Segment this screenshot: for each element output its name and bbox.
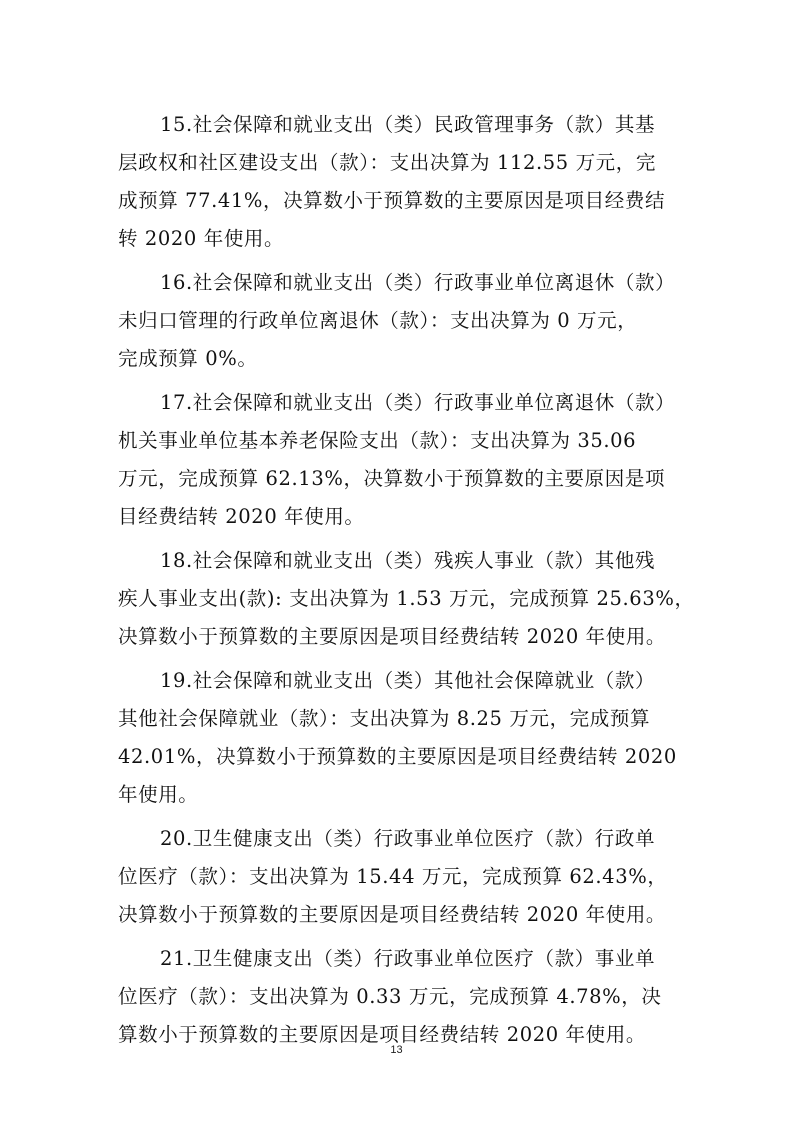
text-line: 机关事业单位基本养老保险支出（款）：支出决算为 35.06	[118, 429, 637, 452]
text-line: 决算数小于预算数的主要原因是项目经费结转 2020 年使用。	[118, 625, 667, 648]
text-line: 决算数小于预算数的主要原因是项目经费结转 2020 年使用。	[118, 903, 667, 926]
paragraph-18	[118, 542, 695, 656]
text-line: 其他社会保障就业（款）：支出决算为 8.25 万元，完成预算	[118, 707, 651, 730]
paragraph-17	[118, 384, 674, 536]
text-line: 16.社会保障和就业支出（类）行政事业单位离退休（款）	[160, 271, 676, 294]
text-line: 层政权和社区建设支出（款）：支出决算为 112.55 万元，完	[118, 151, 656, 174]
text-line: 20.卫生健康支出（类）行政事业单位医疗（款）行政单	[160, 827, 656, 850]
paragraph-21	[118, 940, 674, 1054]
text-line: 未归口管理的行政单位离退休（款）：支出决算为 0 万元，	[118, 309, 638, 332]
text-line: 算数小于预算数的主要原因是项目经费结转 2020 年使用。	[118, 1023, 646, 1046]
text-line: 疾人事业支出(款): 支出决算为 1.53 万元，完成预算 25.63%，	[118, 587, 695, 610]
body-text	[118, 106, 695, 1060]
text-line: 转 2020 年使用。	[118, 227, 285, 250]
paragraph-20	[118, 820, 674, 934]
text-line: 完成预算 0%。	[118, 347, 258, 370]
paragraph-16	[118, 264, 674, 378]
text-line: 成预算 77.41%，决算数小于预算数的主要原因是项目经费结	[118, 189, 666, 212]
text-line: 19.社会保障和就业支出（类）其他社会保障就业（款）	[160, 669, 656, 692]
paragraph-15	[118, 106, 674, 258]
text-line: 17.社会保障和就业支出（类）行政事业单位离退休（款）	[160, 391, 676, 414]
text-line: 年使用。	[118, 783, 199, 806]
text-line: 21.卫生健康支出（类）行政事业单位医疗（款）事业单	[160, 947, 656, 970]
text-line: 18.社会保障和就业支出（类）残疾人事业（款）其他残	[160, 549, 656, 572]
text-line: 目经费结转 2020 年使用。	[118, 505, 365, 528]
text-line: 万元，完成预算 62.13%，决算数小于预算数的主要原因是项	[118, 467, 666, 490]
paragraph-19	[118, 662, 677, 814]
text-line: 42.01%，决算数小于预算数的主要原因是项目经费结转 2020	[118, 745, 677, 768]
text-line: 15.社会保障和就业支出（类）民政管理事务（款）其基	[160, 113, 656, 136]
text-line: 位医疗（款）：支出决算为 15.44 万元，完成预算 62.43%，	[118, 865, 668, 888]
text-line: 位医疗（款）：支出决算为 0.33 万元，完成预算 4.78%，决	[118, 985, 662, 1008]
page-number: 13	[390, 1044, 403, 1056]
